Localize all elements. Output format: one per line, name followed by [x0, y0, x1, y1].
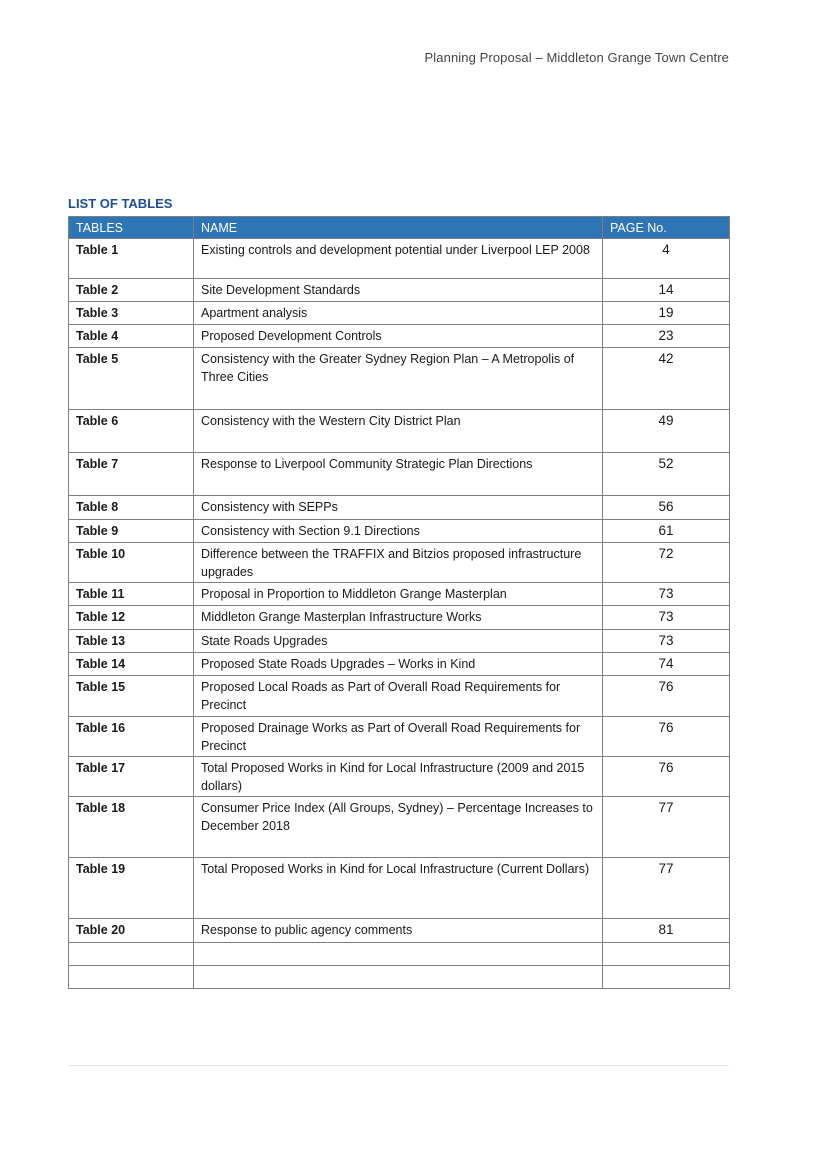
table-row — [69, 520, 730, 543]
table-name: Apartment analysis — [194, 302, 603, 325]
table-row — [69, 583, 730, 606]
table-number: Table 11 — [69, 583, 194, 606]
table-number: Table 13 — [69, 630, 194, 653]
table-name: Consistency with SEPPs — [194, 496, 603, 520]
page-number: 73 — [603, 583, 730, 606]
table-name — [194, 966, 603, 989]
table-row — [69, 410, 730, 453]
table-row — [69, 453, 730, 496]
page-number: 4 — [603, 239, 730, 279]
list-of-tables — [68, 216, 730, 989]
table-name: Existing controls and development potential under Liverpool LEP 2008 — [194, 239, 603, 279]
table-name: Proposal in Proportion to Middleton Grange Masterplan — [194, 583, 603, 606]
table-row — [69, 496, 730, 520]
table-number: Table 2 — [69, 279, 194, 302]
page-number: 77 — [603, 797, 730, 858]
table-name: Middleton Grange Masterplan Infrastructure Works — [194, 606, 603, 630]
page-number: 14 — [603, 279, 730, 302]
table-name: Proposed Development Controls — [194, 325, 603, 348]
page-number: 73 — [603, 606, 730, 630]
table-row — [69, 797, 730, 858]
table-number — [69, 943, 194, 966]
page-number: 76 — [603, 757, 730, 797]
table-name: State Roads Upgrades — [194, 630, 603, 653]
table-number: Table 17 — [69, 757, 194, 797]
page-number — [603, 966, 730, 989]
page-number: 23 — [603, 325, 730, 348]
page-number: 49 — [603, 410, 730, 453]
table-row — [69, 919, 730, 943]
table-name: Difference between the TRAFFIX and Bitzios proposed infrastructure upgrades — [194, 543, 603, 583]
table-number: Table 8 — [69, 496, 194, 520]
table-row — [69, 279, 730, 302]
page-number: 73 — [603, 630, 730, 653]
page-number: 19 — [603, 302, 730, 325]
table-number: Table 10 — [69, 543, 194, 583]
table-number: Table 16 — [69, 717, 194, 757]
table-row-empty — [69, 943, 730, 966]
table-row — [69, 325, 730, 348]
table-number: Table 20 — [69, 919, 194, 943]
page-number — [603, 943, 730, 966]
table-row — [69, 858, 730, 919]
table-row — [69, 606, 730, 630]
page-number: 52 — [603, 453, 730, 496]
table-name: Proposed Drainage Works as Part of Overall Road Requirements for Precinct — [194, 717, 603, 757]
page-number: 76 — [603, 717, 730, 757]
footer-divider — [68, 1065, 729, 1066]
table-name: Consistency with Section 9.1 Directions — [194, 520, 603, 543]
table-number: Table 4 — [69, 325, 194, 348]
page-number: 61 — [603, 520, 730, 543]
col-header-name: NAME — [194, 217, 603, 239]
table-name: Total Proposed Works in Kind for Local Infrastructure (Current Dollars) — [194, 858, 603, 919]
page-number: 74 — [603, 653, 730, 676]
table-row — [69, 543, 730, 583]
page-number: 72 — [603, 543, 730, 583]
table-row — [69, 302, 730, 325]
table-row — [69, 717, 730, 757]
col-header-page: PAGE No. — [603, 217, 730, 239]
table-row — [69, 348, 730, 410]
col-header-tables: TABLES — [69, 217, 194, 239]
page-number: 56 — [603, 496, 730, 520]
running-header: Planning Proposal – Middleton Grange Town Centre — [424, 50, 729, 65]
table-number: Table 15 — [69, 676, 194, 717]
page-number: 76 — [603, 676, 730, 717]
section-title: LIST OF TABLES — [68, 196, 173, 211]
table-row — [69, 676, 730, 717]
page-number: 42 — [603, 348, 730, 410]
page-number: 81 — [603, 919, 730, 943]
table-number: Table 9 — [69, 520, 194, 543]
table-name: Consistency with the Greater Sydney Region Plan – A Metropolis of Three Cities — [194, 348, 603, 410]
table-name — [194, 943, 603, 966]
table-number: Table 7 — [69, 453, 194, 496]
table-number: Table 19 — [69, 858, 194, 919]
table-number: Table 18 — [69, 797, 194, 858]
table-name: Total Proposed Works in Kind for Local Infrastructure (2009 and 2015 dollars) — [194, 757, 603, 797]
table-name: Consumer Price Index (All Groups, Sydney) – Percentage Increases to December 2018 — [194, 797, 603, 858]
table-row — [69, 630, 730, 653]
table-name: Proposed Local Roads as Part of Overall Road Requirements for Precinct — [194, 676, 603, 717]
table-number: Table 12 — [69, 606, 194, 630]
table-row — [69, 757, 730, 797]
page-number: 77 — [603, 858, 730, 919]
table-row — [69, 239, 730, 279]
table-number: Table 3 — [69, 302, 194, 325]
table-name: Consistency with the Western City District Plan — [194, 410, 603, 453]
table-number: Table 1 — [69, 239, 194, 279]
table-name: Proposed State Roads Upgrades – Works in Kind — [194, 653, 603, 676]
table-header-row — [69, 217, 730, 239]
table-name: Response to Liverpool Community Strategic Plan Directions — [194, 453, 603, 496]
table-name: Site Development Standards — [194, 279, 603, 302]
table-row — [69, 653, 730, 676]
table-name: Response to public agency comments — [194, 919, 603, 943]
table-number: Table 5 — [69, 348, 194, 410]
table-number: Table 6 — [69, 410, 194, 453]
table-row-empty — [69, 966, 730, 989]
table-number — [69, 966, 194, 989]
table-number: Table 14 — [69, 653, 194, 676]
